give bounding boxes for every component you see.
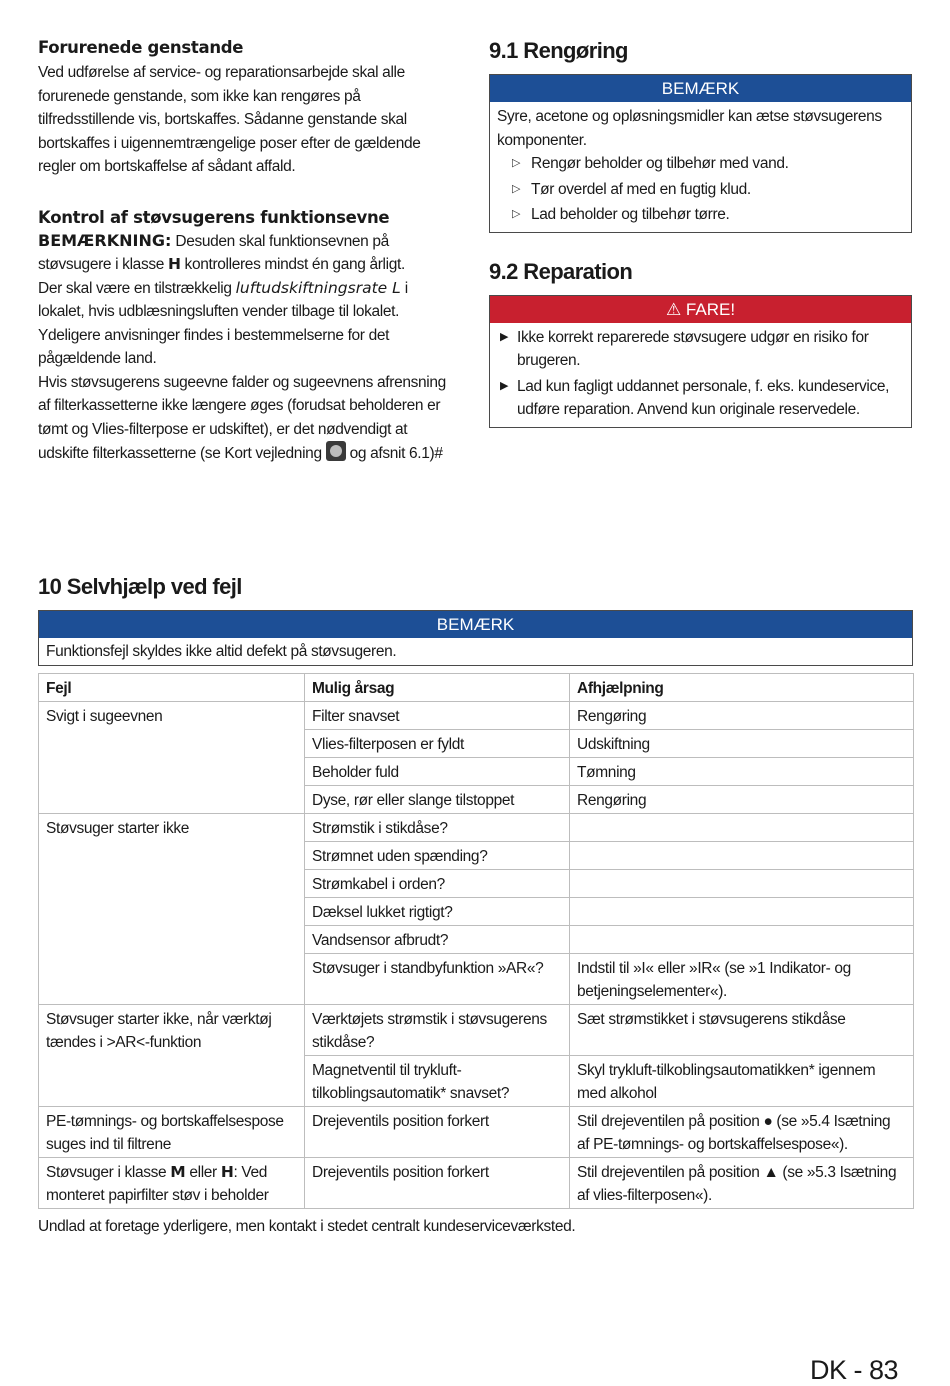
fault-cell: Støvsuger starter ikke, når værktøj tændes i >AR<-funktion	[39, 1005, 305, 1107]
cause-cell: Værktøjets strømstik i støvsugerens stikdåse?	[305, 1005, 570, 1056]
cleaning-note-header: BEMÆRK	[490, 75, 911, 102]
cleaning-note-body	[490, 102, 911, 232]
cleaning-note-box	[489, 74, 912, 233]
contaminated-text: Ved udførelse af service- og reparationsarbejde skal alle forurenede genstande, som ikke kan rengøres på tilfredsstillende vis, bortskaffes. Sådanne genstande skal bortskaffes i uigennemtrængelige poser efter de gældende regler om bortskaffelse af sådant affald.	[38, 64, 421, 175]
cause-cell: Strømnet uden spænding?	[305, 842, 570, 870]
remedy-cell: Udskiftning	[570, 730, 914, 758]
cause-cell: Drejeventils position forkert	[305, 1158, 570, 1209]
header-remedy: Afhjælpning	[570, 674, 914, 702]
contaminated-title: Forurenede genstande	[38, 38, 244, 57]
table-row	[39, 814, 914, 842]
filter-replacement-paragraph	[38, 371, 458, 466]
repair-danger-box	[489, 295, 912, 428]
table-header-row	[39, 674, 914, 702]
remedy-cell: Stil drejeventilen på position ● (se »5.4 Isætning af PE-tømnings- og bortskaffelsespose«).	[570, 1107, 914, 1158]
quick-guide-icon	[326, 441, 346, 461]
page-number: DK - 83	[809, 1355, 898, 1385]
remedy-cell: Tømning	[570, 758, 914, 786]
cause-cell: Filter snavset	[305, 702, 570, 730]
table-row	[39, 702, 914, 730]
list-item: ▶ Lad kun fagligt uddannet personale, f. eks. kundeservice, udføre reparation. Anvend kun originale reservedele.	[497, 375, 904, 422]
remedy-cell: Stil drejeventilen på position ▲ (se »5.3 Isætning af vlies-filterposen«).	[570, 1158, 914, 1209]
cause-cell: Vlies-filterposen er fyldt	[305, 730, 570, 758]
air-exchange-paragraph	[38, 277, 458, 371]
function-check-title: Kontrol af støvsugerens funktionsevne	[38, 207, 390, 227]
remedy-cell: Skyl trykluft-tilkoblingsautomatikken* igennem med alkohol	[570, 1056, 914, 1107]
selfhelp-footer-note: Undlad at foretage yderligere, men kontakt i stedet centralt kundeserviceværksted.	[38, 1218, 576, 1235]
filter-text-a: Hvis støvsugerens sugeevne falder og sugeevnens afrensning af filterkassetterne ikke længere øges (forudsat beholderen er tømt og Vlies-filterpose er udskiftet), er det nødvendigt at udskifte filterkassetterne (se Kort vejledning	[38, 373, 446, 462]
remedy-cell: Indstil til »I« eller »IR« (se »1 Indikator- og betjeningselementer«).	[570, 954, 914, 1005]
repair-title: 9.2 Reparation	[489, 258, 633, 284]
cause-cell: Magnetventil til trykluft-tilkoblingsautomatik* snavset?	[305, 1056, 570, 1107]
fault-cell: PE-tømnings- og bortskaffelsespose suges ind til filtrene	[39, 1107, 305, 1158]
class-letter: H	[167, 255, 181, 273]
triangle-bullet-icon: ▷	[512, 208, 521, 220]
cause-cell: Strømkabel i orden?	[305, 870, 570, 898]
selfhelp-title: 10 Selvhjælp ved fejl	[38, 574, 242, 599]
remedy-cell	[570, 870, 914, 898]
filter-text-b: og afsnit 6.1)#	[345, 445, 443, 462]
function-check-note	[38, 229, 458, 277]
triangle-bullet-icon: ▷	[512, 182, 521, 195]
cause-cell: Drejeventils position forkert	[305, 1107, 570, 1158]
list-item: ▷ Rengør beholder og tilbehør med vand.	[497, 152, 904, 176]
filled-triangle-bullet-icon: ▶	[500, 379, 509, 392]
list-item: ▷ Lad beholder og tilbehør tørre.	[497, 203, 904, 227]
list-item: ▶ Ikke korrekt reparerede støvsugere udgør en risiko for brugeren.	[497, 326, 904, 373]
cleaning-title: 9.1 Rengøring	[489, 38, 628, 63]
remedy-cell	[570, 814, 914, 842]
note-text-1: Desuden skal funktionsevnen på støvsugere i klasse	[38, 232, 389, 273]
fault-table	[38, 673, 914, 1209]
table-row	[39, 1005, 914, 1056]
remedy-cell	[570, 842, 914, 870]
header-cause: Mulig årsag	[305, 674, 570, 702]
right-column	[489, 38, 912, 428]
list-item: ▷ Tør overdel af med en fugtig klud.	[497, 178, 904, 202]
air-exchange-text-b: i lokalet, hvis udblæsningsluften vender tilbage til lokalet. Ydeligere anvisninger findes i bestemmelserne for det pågældende land.	[38, 279, 408, 367]
fault-cell: Støvsuger i klasse M eller H: Ved monteret papirfilter støv i beholder	[39, 1158, 305, 1209]
table-row	[39, 1107, 914, 1158]
note-text-2: kontrolleres mindst én gang årligt.	[180, 256, 405, 273]
remedy-cell: Sæt strømstikket i støvsugerens stikdåse	[570, 1005, 914, 1056]
repair-list	[497, 326, 904, 422]
cause-cell: Dyse, rør eller slange tilstoppet	[305, 786, 570, 814]
fault-cell: Svigt i sugeevnen	[39, 702, 305, 814]
selfhelp-note-text: Funktionsfejl skyldes ikke altid defekt på støvsugeren.	[46, 643, 397, 660]
selfhelp-note-header: BEMÆRK	[39, 611, 912, 638]
cause-cell: Beholder fuld	[305, 758, 570, 786]
remedy-cell: Rengøring	[570, 786, 914, 814]
cause-cell: Støvsuger i standbyfunktion »AR«?	[305, 954, 570, 1005]
remedy-cell	[570, 898, 914, 926]
repair-danger-header: ⚠ FARE!	[490, 296, 911, 323]
selfhelp-note-box	[38, 610, 913, 666]
air-exchange-text-a: Der skal være en tilstrækkelig	[38, 279, 236, 297]
repair-danger-body	[490, 323, 911, 427]
header-fault: Fejl	[39, 674, 305, 702]
left-column	[38, 38, 458, 466]
fault-cell: Støvsuger starter ikke	[39, 814, 305, 1005]
air-exchange-rate-term: luftudskiftningsrate L	[235, 278, 401, 297]
cause-cell: Strømstik i stikdåse?	[305, 814, 570, 842]
triangle-bullet-icon: ▷	[512, 157, 521, 169]
cleaning-list	[497, 152, 904, 227]
cause-cell: Vandsensor afbrudt?	[305, 926, 570, 954]
note-label: BEMÆRKNING:	[38, 230, 172, 250]
table-row	[39, 1158, 914, 1209]
remedy-cell	[570, 926, 914, 954]
cause-cell: Dæksel lukket rigtigt?	[305, 898, 570, 926]
filled-triangle-bullet-icon: ▶	[500, 330, 509, 343]
remedy-cell: Rengøring	[570, 702, 914, 730]
cleaning-intro: Syre, acetone og opløsningsmidler kan ætse støvsugerens komponenter.	[497, 108, 882, 149]
